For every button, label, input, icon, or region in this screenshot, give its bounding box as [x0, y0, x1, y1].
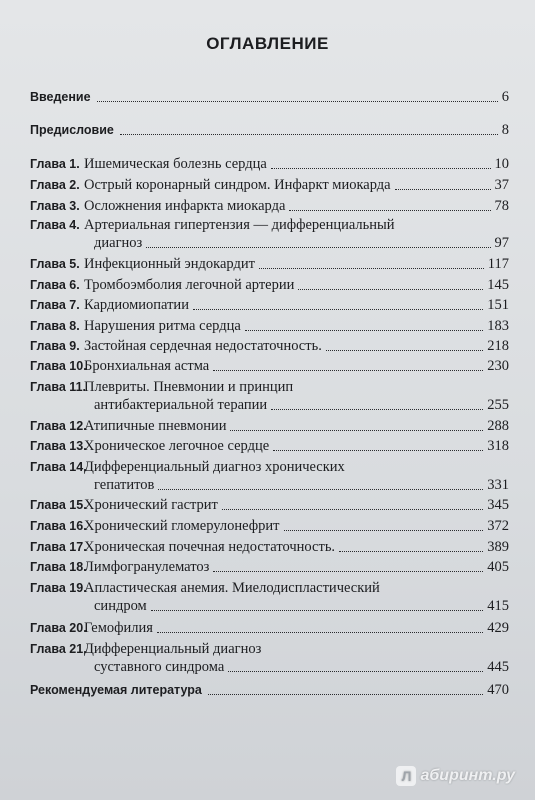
- chapter-title-continued: антибактериальной терапии: [94, 397, 268, 413]
- leader-dots: [157, 632, 483, 633]
- leader-dots: [228, 671, 483, 672]
- entry-text: Рекомендуемая литература: [30, 683, 202, 697]
- chapter-label: Глава 10.: [30, 359, 87, 373]
- leader-dots: [298, 289, 483, 290]
- chapter-label: Глава 11.: [30, 380, 86, 394]
- leader-dots: [146, 247, 490, 248]
- page-number: 37: [494, 177, 509, 193]
- page-number: 255: [487, 397, 509, 413]
- chapter-title: Хроническое легочное сердце: [84, 438, 270, 454]
- chapter-title: Апластическая анемия. Миелодиспластический: [84, 580, 380, 596]
- toc-entry-chapter: [0, 216, 535, 252]
- leader-dots: [273, 450, 483, 451]
- toc-entry-chapter: [0, 619, 535, 637]
- toc-entry-chapter: [0, 538, 535, 556]
- chapter-label: Глава 16.: [30, 519, 87, 533]
- page-number: 345: [487, 497, 509, 513]
- chapter-label: Глава 13.: [30, 439, 87, 453]
- entry-text: Предисловие: [30, 123, 114, 137]
- page-number: 117: [487, 256, 509, 272]
- toc-entry-chapter: [0, 458, 535, 494]
- leader-dots: [271, 409, 483, 410]
- page-number: 405: [487, 559, 509, 575]
- entry-text: Введение: [30, 90, 91, 104]
- page-number: 331: [487, 477, 509, 493]
- chapter-label: Глава 18.: [30, 560, 87, 574]
- page-number: 78: [494, 198, 509, 214]
- toc-entry-chapter: [0, 558, 535, 576]
- chapter-label: Глава 4.: [30, 218, 80, 232]
- leader-dots: [193, 309, 483, 310]
- chapter-title: Осложнения инфаркта миокарда: [84, 198, 286, 214]
- page-number: 318: [487, 438, 509, 454]
- leader-dots: [259, 268, 484, 269]
- chapter-label: Глава 15.: [30, 498, 87, 512]
- toc-entry-chapter: [0, 579, 535, 615]
- chapter-title: Нарушения ритма сердца: [84, 318, 241, 334]
- watermark: [396, 766, 515, 786]
- toc-entry-chapter: [0, 176, 535, 194]
- leader-dots: [213, 571, 483, 572]
- watermark-text: абиринт.ру: [420, 767, 515, 784]
- chapter-title-continued: синдром: [94, 598, 147, 614]
- toc-entry-chapter: [0, 276, 535, 294]
- toc-entry-chapter: [0, 197, 535, 215]
- chapter-label: Глава 2.: [30, 178, 80, 192]
- toc-entry-introduction: [0, 88, 535, 106]
- chapter-title: Хронический гастрит: [84, 497, 218, 513]
- page-number: 183: [487, 318, 509, 334]
- chapter-title: Бронхиальная астма: [84, 358, 210, 374]
- leader-dots: [339, 551, 483, 552]
- toc-entry-chapter: [0, 437, 535, 455]
- toc-entry-references: [0, 681, 535, 699]
- leader-dots: [326, 350, 483, 351]
- chapter-label: Глава 1.: [30, 157, 80, 171]
- chapter-label: Глава 8.: [30, 319, 80, 333]
- toc-entry-chapter: [0, 255, 535, 273]
- chapter-title: Тромбоэмболия легочной артерии: [84, 277, 295, 293]
- chapter-title-continued: суставного синдрома: [94, 659, 225, 675]
- chapter-title: Дифференциальный диагноз хронических: [84, 459, 345, 475]
- chapter-label: Глава 19.: [30, 581, 87, 595]
- leader-dots: [230, 430, 483, 431]
- toc-entry-chapter: [0, 517, 535, 535]
- chapter-title: Ишемическая болезнь сердца: [84, 156, 267, 172]
- leader-dots: [222, 509, 483, 510]
- page-number: 6: [501, 89, 509, 105]
- chapter-title: Хронический гломерулонефрит: [84, 518, 280, 534]
- labirint-logo-icon: Л: [396, 766, 416, 786]
- chapter-title: Инфекционный эндокардит: [84, 256, 255, 272]
- page-number: 10: [494, 156, 509, 172]
- chapter-label: Глава 6.: [30, 278, 80, 292]
- page-number: 415: [487, 598, 509, 614]
- chapter-title: Лимфогранулематоз: [84, 559, 210, 575]
- chapter-label: Глава 9.: [30, 339, 80, 353]
- page-number: 151: [487, 297, 509, 313]
- toc-entry-chapter: [0, 337, 535, 355]
- page-title: ОГЛАВЛЕНИЕ: [206, 34, 329, 53]
- chapter-title-continued: диагноз: [94, 235, 143, 251]
- page-number: 8: [501, 122, 509, 138]
- leader-dots: [97, 101, 498, 102]
- toc-entry-chapter: [0, 496, 535, 514]
- leader-dots: [208, 694, 483, 695]
- toc-entry-chapter: [0, 317, 535, 335]
- page-number: 218: [487, 338, 509, 354]
- chapter-title: Острый коронарный синдром. Инфаркт миокарда: [84, 177, 391, 193]
- toc-entry-preface: [0, 121, 535, 139]
- chapter-title: Дифференциальный диагноз: [84, 641, 262, 657]
- leader-dots: [395, 189, 491, 190]
- chapter-label: Глава 21.: [30, 642, 87, 656]
- leader-dots: [213, 370, 483, 371]
- chapter-title: Артериальная гипертензия — дифференциальный: [84, 217, 395, 233]
- chapter-label: Глава 20.: [30, 621, 87, 635]
- toc-entry-chapter: [0, 378, 535, 414]
- page-number: 230: [487, 358, 509, 374]
- leader-dots: [284, 530, 484, 531]
- page-number: 145: [487, 277, 509, 293]
- page-number: 429: [487, 620, 509, 636]
- toc-entry-chapter: [0, 640, 535, 676]
- chapter-title-continued: гепатитов: [94, 477, 155, 493]
- chapter-label: Глава 5.: [30, 257, 80, 271]
- page-number: 445: [487, 659, 509, 675]
- chapter-label: Глава 3.: [30, 199, 80, 213]
- leader-dots: [245, 330, 483, 331]
- page-number: 389: [487, 539, 509, 555]
- leader-dots: [271, 168, 491, 169]
- chapter-label: Глава 12.: [30, 419, 87, 433]
- leader-dots: [158, 489, 483, 490]
- chapter-title: Атипичные пневмонии: [84, 418, 227, 434]
- leader-dots: [289, 210, 490, 211]
- toc-entry-chapter: [0, 417, 535, 435]
- page-number: 97: [494, 235, 509, 251]
- chapter-title: Плевриты. Пневмонии и принцип: [84, 379, 294, 395]
- chapter-title: Хроническая почечная недостаточность.: [84, 539, 336, 555]
- chapter-label: Глава 17.: [30, 540, 87, 554]
- chapter-title: Застойная сердечная недостаточность.: [84, 338, 322, 354]
- leader-dots: [120, 134, 498, 135]
- chapter-title: Гемофилия: [84, 620, 153, 636]
- toc-entry-chapter: [0, 296, 535, 314]
- page-number: 288: [487, 418, 509, 434]
- chapter-label: Глава 14.: [30, 460, 87, 474]
- leader-dots: [151, 610, 484, 611]
- page-number: 470: [487, 682, 509, 698]
- toc-entry-chapter: [0, 155, 535, 173]
- toc-entry-chapter: [0, 357, 535, 375]
- chapter-label: Глава 7.: [30, 298, 80, 312]
- page-number: 372: [487, 518, 509, 534]
- chapter-title: Кардиомиопатии: [84, 297, 189, 313]
